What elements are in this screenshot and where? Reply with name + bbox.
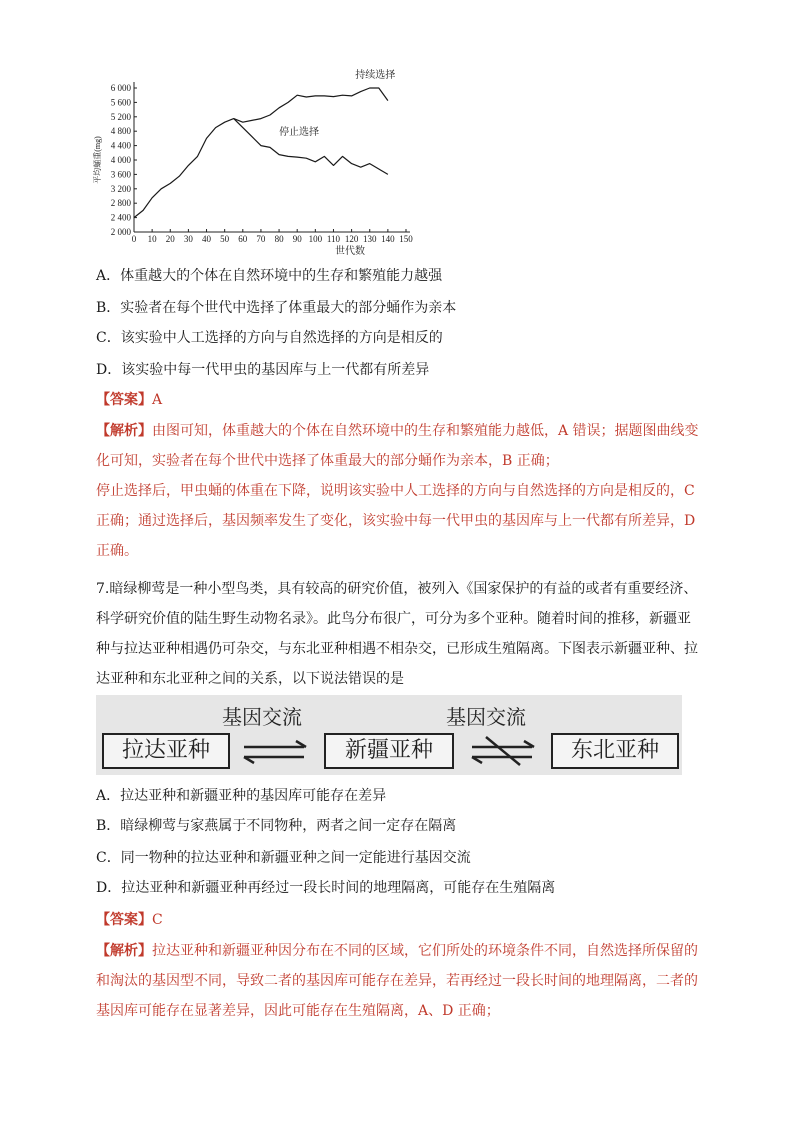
analysis-tag: 【解析】 (96, 943, 152, 959)
series-label: 持续选择 (355, 70, 396, 81)
x-tick-label: 90 (292, 234, 302, 244)
q6-option-d: D．该实验中每一代甲虫的基因库与上一代都有所差异 (96, 362, 430, 378)
q7-stem (96, 574, 702, 694)
chart-series (134, 88, 388, 218)
y-tick-label: 4 400 (110, 140, 131, 151)
y-tick-label: 5 600 (110, 97, 131, 108)
x-tick-label: 10 (147, 234, 157, 244)
x-tick-label: 120 (344, 234, 359, 244)
bidirectional-arrow-icon (240, 739, 310, 765)
gene-flow-label: 基因交流 (222, 705, 302, 729)
y-tick-label: 5 200 (110, 111, 131, 122)
gene-flow-diagram (96, 695, 682, 775)
y-tick-label: 2 800 (110, 198, 131, 209)
subspecies-box: 拉达亚种 (102, 733, 230, 769)
chart-labels (92, 68, 413, 257)
x-tick-label: 20 (165, 234, 175, 244)
q7-option-c: C．同一物种的拉达亚种和新疆亚种之间一定能进行基因交流 (96, 850, 471, 866)
answer-value: A (152, 392, 163, 408)
x-tick-label: 30 (183, 234, 193, 244)
gene-flow-label: 基因交流 (446, 705, 526, 729)
x-tick-label: 100 (308, 234, 323, 244)
stem-line: 种与拉达亚种相遇仍可杂交，与东北亚种相遇不相杂交，已形成生殖隔离。下图表示新疆亚种、拉 (96, 641, 698, 657)
analysis-tag: 【解析】 (96, 423, 152, 439)
y-tick-label: 2 400 (110, 212, 131, 223)
y-tick-label: 4 000 (110, 155, 131, 165)
q7-option-d: D．拉达亚种和新疆亚种再经过一段长时间的地理隔离，可能存在生殖隔离 (96, 880, 556, 896)
y-tick-label: 6 000 (110, 83, 131, 93)
x-tick-label: 110 (326, 234, 341, 244)
y-tick-label: 2 000 (110, 227, 131, 237)
x-tick-label: 150 (399, 234, 413, 244)
series-line (134, 88, 388, 218)
x-tick-label: 140 (381, 234, 395, 244)
analysis-line: 和淘汰的基因型不同，导致二者的基因库可能存在差异，若再经过一段长时间的地理隔离，二者的 (96, 973, 698, 989)
q7-option-b: B．暗绿柳莺与家燕属于不同物种，两者之间一定存在隔离 (96, 818, 457, 834)
pupa-weight-line-chart (88, 66, 428, 266)
analysis-line: 拉达亚种和新疆亚种因分布在不同的区域，它们所处的环境条件不同，自然选择所保留的 (152, 943, 698, 959)
y-axis-label: 平均蛹重(mg) (93, 136, 102, 184)
answer-value: C (152, 912, 163, 928)
analysis-line: 正确。 (96, 543, 138, 559)
x-tick-label: 0 (131, 234, 137, 244)
stem-line: 7.暗绿柳莺是一种小型鸟类，具有较高的研究价值，被列入《国家保护的有益的或者有重要经济、 (96, 581, 698, 597)
q7-option-a: A．拉达亚种和新疆亚种的基因库可能存在差异 (96, 788, 387, 804)
blocked-arrow-icon (468, 735, 538, 767)
x-tick-label: 40 (202, 234, 212, 244)
y-tick-label: 3 600 (110, 169, 131, 180)
answer-tag: 【答案】 (96, 912, 152, 928)
q6-analysis (96, 416, 702, 566)
subspecies-box: 东北亚种 (551, 733, 679, 769)
analysis-line: 化可知，实验者在每个世代中选择了体重最大的部分蛹作为亲本，B 正确； (96, 453, 559, 469)
x-tick-label: 70 (256, 234, 266, 244)
q6-option-c: C．该实验中人工选择的方向与自然选择的方向是相反的 (96, 330, 443, 346)
analysis-line: 由图可知，体重越大的个体在自然环境中的生存和繁殖能力越低，A 错误；据题图曲线变 (152, 423, 699, 439)
q6-answer (96, 390, 162, 410)
y-tick-label: 4 800 (110, 126, 131, 137)
x-tick-label: 50 (220, 234, 230, 244)
analysis-line: 正确；通过选择后，基因频率发生了变化，该实验中每一代甲虫的基因库与上一代都有所差异，D (96, 513, 696, 529)
chart-axes (134, 82, 410, 232)
analysis-line: 基因库可能存在显著差异，因此可能存在生殖隔离，A、D 正确； (96, 1003, 500, 1019)
y-tick-label: 3 200 (110, 183, 131, 194)
q7-analysis (96, 936, 702, 1026)
x-tick-label: 130 (362, 234, 377, 244)
series-label: 停止选择 (279, 126, 320, 138)
answer-tag: 【答案】 (96, 392, 152, 408)
stem-line: 科学研究价值的陆生野生动物名录》。此鸟分布很广，可分为多个亚种。随着时间的推移，新疆亚 (96, 611, 691, 627)
q6-option-b: B．实验者在每个世代中选择了体重最大的部分蛹作为亲本 (96, 300, 457, 316)
x-axis-label: 世代数 (335, 246, 365, 257)
q6-option-a: A．体重越大的个体在自然环境中的生存和繁殖能力越强 (96, 268, 443, 284)
x-tick-label: 60 (238, 234, 248, 244)
q7-answer (96, 910, 163, 930)
stem-line: 达亚种和东北亚种之间的关系，以下说法错误的是 (96, 671, 404, 687)
x-tick-label: 80 (274, 234, 284, 244)
analysis-line: 停止选择后，甲虫蛹的体重在下降，说明该实验中人工选择的方向与自然选择的方向是相反的，C (96, 483, 695, 499)
subspecies-box: 新疆亚种 (324, 733, 454, 769)
